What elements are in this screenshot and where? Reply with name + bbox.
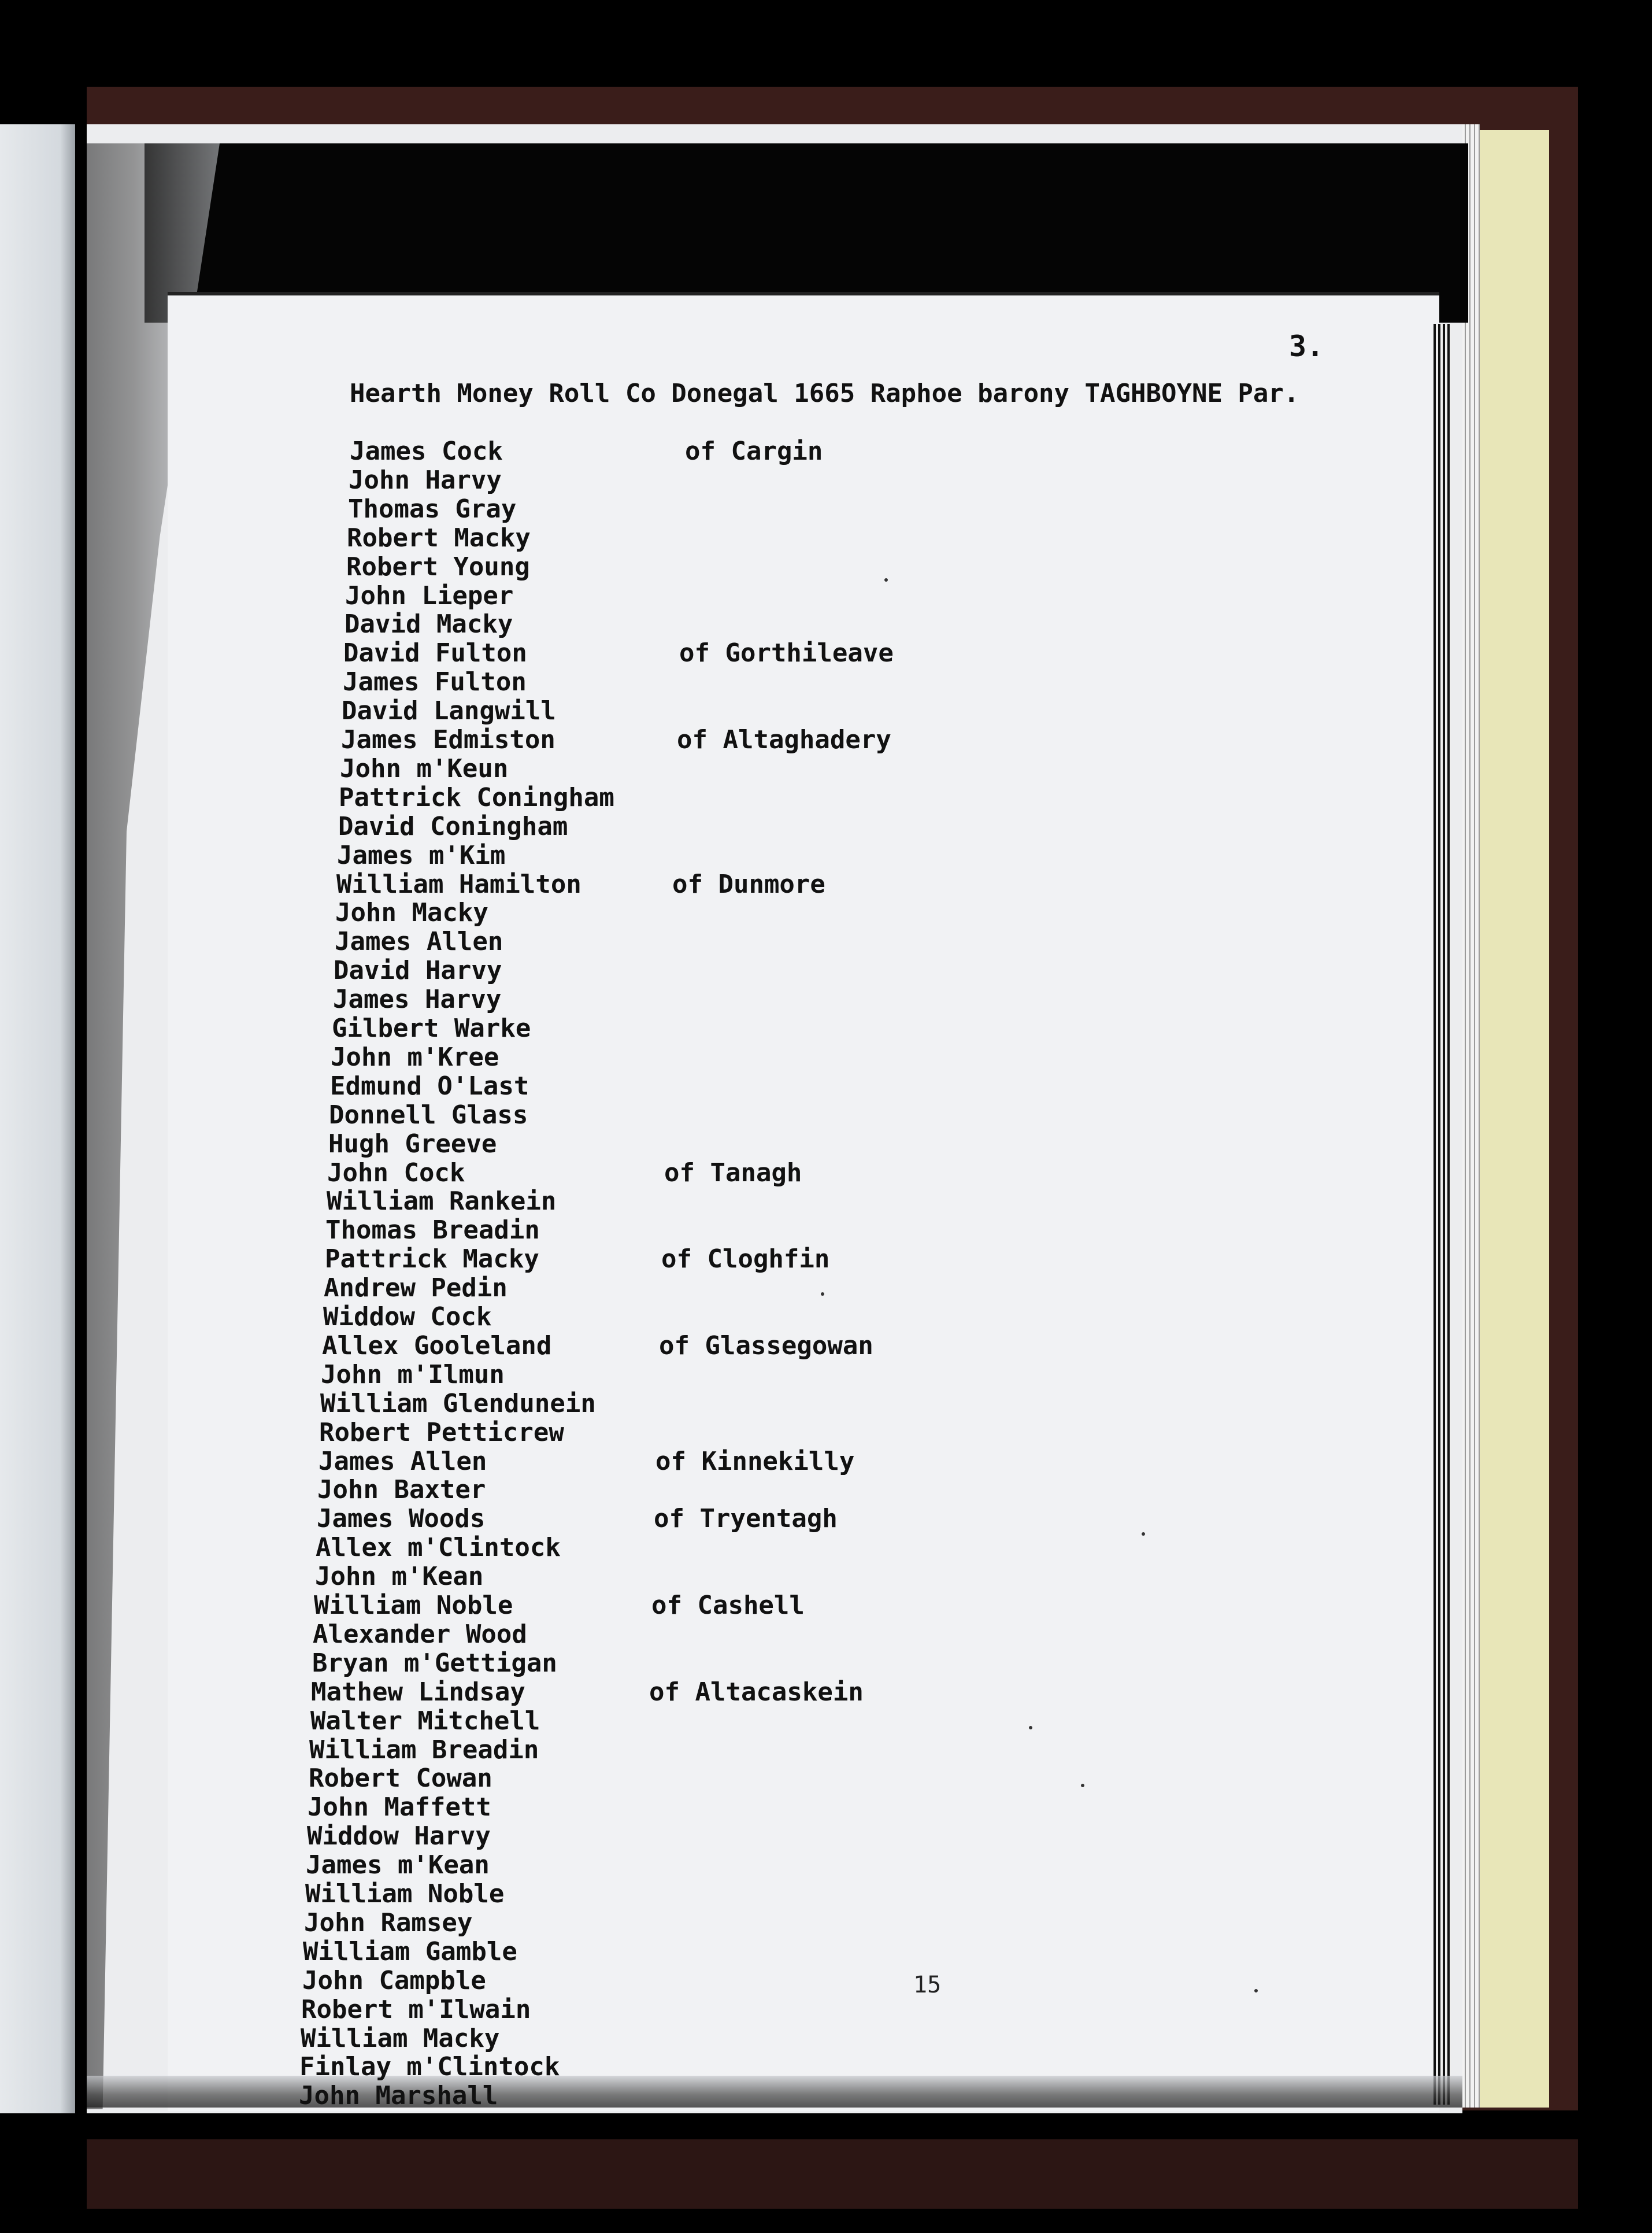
entry-name: Thomas Breadin [325,1215,540,1245]
entry-name: Pattrick Coningham [339,783,614,812]
entry-townland: of Tanagh [664,1158,802,1188]
entry-name: Hugh Greeve [328,1129,497,1159]
entry-name: Bryan m'Gettigan [312,1648,557,1678]
entry-name: Finlay m'Clintock [299,2052,560,2082]
entry-name: Mathew Lindsay [311,1677,525,1707]
entry-townland: of Glassegowan [659,1331,873,1360]
entry-name: William Noble [314,1591,513,1620]
entry-name: John Baxter [317,1475,486,1504]
entry-name: David Macky [345,609,513,639]
entry-name: James Edmiston [341,725,555,755]
entry-name: James Fulton [343,667,527,697]
entry-name: Thomas Gray [348,494,517,524]
entry-name: James Allen [318,1447,487,1476]
entry-name: John Cock [327,1158,465,1188]
speck [1142,1532,1145,1536]
entry-name: Robert Petticrew [319,1418,564,1447]
entry-name: David Coningham [338,812,568,841]
entry-name: Alexander Wood [313,1620,527,1649]
entry-name: John Marshall [299,2081,498,2110]
entry-name: Robert Young [346,552,530,582]
entry-name: Robert Cowan [309,1764,492,1793]
entry-name: Robert m'Ilwain [301,1995,531,2024]
entry-townland: of Altaghadery [677,725,891,755]
speck [821,1292,824,1296]
entry-name: John Maffett [308,1792,491,1822]
previous-page-edge [0,124,75,2113]
entry-name: Pattrick Macky [325,1244,539,1274]
entry-name: William Rankein [327,1186,557,1216]
entry-name: William Noble [305,1879,505,1909]
sheet-right-edge [1434,324,1451,2105]
entry-townland: of Cashell [651,1591,805,1620]
entry-townland: of Dunmore [672,870,825,899]
entry-name: Donnell Glass [329,1100,528,1130]
document-heading: Hearth Money Roll Co Donegal 1665 Raphoe barony TAGHBOYNE Par. [350,379,1299,408]
entry-townland: of Altacaskein [649,1677,864,1707]
page-number: 3. [1289,330,1324,363]
foot-mark: 15 [913,1972,942,1998]
entry-name: James m'Kim [337,841,506,870]
entry-name: John m'Ilmun [321,1360,505,1389]
entry-name: Widdow Harvy [307,1821,491,1851]
entry-name: John Macky [335,898,488,927]
speck [884,578,888,582]
entry-name: William Glendunein [320,1389,596,1418]
entry-name: Edmund O'Last [330,1071,529,1101]
entry-name: John m'Keun [340,754,509,783]
entry-name: David Harvy [334,956,502,985]
entry-name: James Cock [350,437,503,466]
entry-name: John Ramsey [304,1908,473,1938]
entry-name: James Allen [335,927,503,956]
entry-name: David Langwill [342,696,556,726]
entry-townland: of Gorthileave [679,638,894,668]
entry-name: David Fulton [343,638,527,668]
yellow-backing-sheet [1480,130,1549,2108]
entry-name: William Gamble [303,1937,517,1966]
entry-name: Gilbert Warke [332,1014,531,1043]
entry-name: John Lieper [345,581,514,611]
entry-townland: of Kinnekilly [655,1447,855,1476]
entry-name: James m'Kean [306,1850,490,1880]
entry-name: John Harvy [349,465,502,495]
entry-name: James Harvy [333,985,502,1014]
entry-townland: of Cloghfin [661,1244,830,1274]
speck [1254,1989,1258,1992]
entry-name: John Campble [302,1966,486,1995]
entry-name: Allex m'Clintock [316,1533,561,1562]
entry-name: John m'Kean [315,1562,484,1591]
sheet-bottom-edge [87,2076,1462,2108]
entry-townland: of Tryentagh [654,1504,838,1533]
entry-townland: of Cargin [685,437,823,466]
entry-name: John m'Kree [331,1042,499,1072]
entry-name: James Woods [317,1504,486,1533]
entry-name: William Macky [301,2024,500,2053]
entry-name: Allex Gooleland [322,1331,552,1360]
entry-name: Andrew Pedin [324,1273,508,1303]
binder-cover-bottom [87,2139,1578,2209]
speck [1029,1726,1032,1729]
entry-name: William Hamilton [336,870,581,899]
speck [1081,1784,1084,1787]
entry-name: Walter Mitchell [310,1706,540,1736]
entry-name: William Breadin [309,1735,539,1765]
entry-name: Widdow Cock [323,1302,492,1332]
entry-name: Robert Macky [347,523,531,553]
